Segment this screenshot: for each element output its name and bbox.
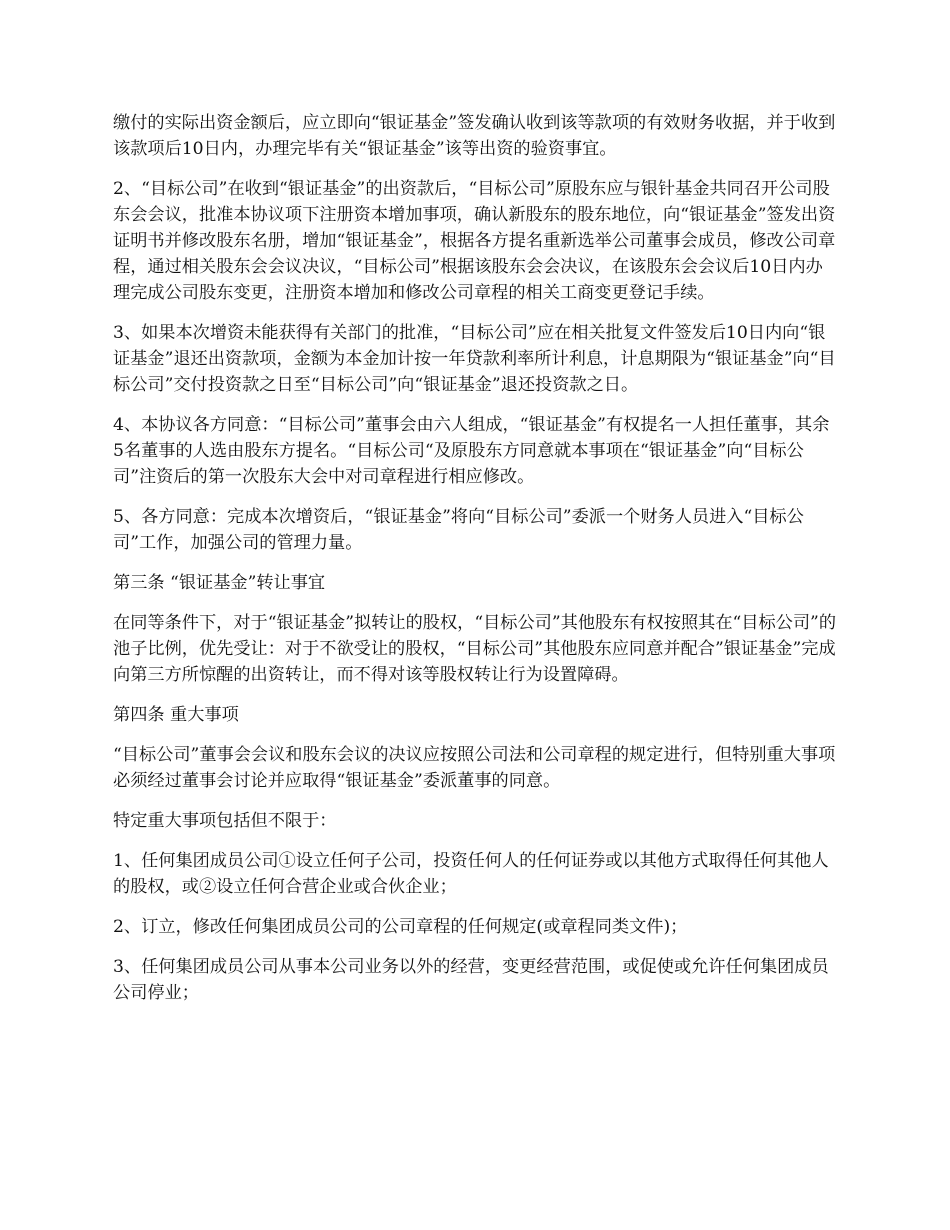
paragraph-item-4-board: 4、本协议各方同意：“目标公司”董事会由六人组成，“银证基金”有权提名一人担任董事，其余5名董事的人选由股东方提名。“目标公司“及原股东方同意就本事项在“银证基金”向“目标公司”注资后的第一次股东大会中对司章程进行相应修改。 <box>113 415 830 487</box>
paragraph-major-matters: “目标公司”董事会会议和股东会议的决议应按照公司法和公司章程的规定进行，但特别重大事项必须经过董事会讨论并应取得“银证基金”委派董事的同意。 <box>113 745 836 791</box>
paragraph-major-item-3: 3、任何集团成员公司从事本公司业务以外的经营，变更经营范围，或促使或允许任何集团成员公司停业； <box>113 957 829 1003</box>
paragraph-item-2-shareholder-meeting: 2、“目标公司”在收到“银证基金”的出资款后，“目标公司”原股东应与银针基金共同召开公司股东会会议，批准本协议项下注册资本增加事项，确认新股东的股东地位，向“银证基金”签发出资证明书并修改股东名册，增加“银证基金”，根据各方提名重新选举公司董事会成员，修改公司章程，通过相关股东会会议决议，“目标公司”根据该股东会会决议，在该股东会会议后10日内办理完成公司股东变更，注册资本增加和修改公司章程的相关工商变更登记手续。 <box>113 179 836 303</box>
paragraph-item-5-finance-staff: 5、各方同意：完成本次增资后，“银证基金”将向“目标公司”委派一个财务人员进入“目标公司”工作，加强公司的管理力量。 <box>113 507 804 553</box>
section-heading-article-4: 第四条 重大事项 <box>113 705 239 725</box>
paragraph-item-3-refund: 3、如果本次增资未能获得有关部门的批准，“目标公司”应在相关批复文件签发后10日内向“银证基金”退还出资款项，金额为本金加计按一年贷款利率所计利息，计息期限为“银证基金”向“目标公司”交付投资款之日至“目标公司”向“银证基金”退还投资款之日。 <box>113 323 836 395</box>
paragraph-payment-receipt: 缴付的实际出资金额后，应立即向“银证基金”签发确认收到该等款项的有效财务收据，并于收到该款项后10日内，办理完毕有关“银证基金”该等出资的验资事宜。 <box>113 113 836 159</box>
paragraph-major-matters-intro: 特定重大事项包括但不限于： <box>113 811 337 831</box>
paragraph-transfer-terms: 在同等条件下，对于“银证基金”拟转让的股权，“目标公司”其他股东有权按照其在“目标公司”的池子比例，优先受让：对于不欲受让的股权，“目标公司”其他股东应同意并配合”银证基金”完成向第三方所惊醒的出资转让，而不得对该等股权转让行为设置障碍。 <box>113 613 837 685</box>
paragraph-major-item-2: 2、订立，修改任何集团成员公司的公司章程的任何规定(或章程同类文件)； <box>113 917 688 937</box>
section-heading-article-3: 第三条 “银证基金”转让事宜 <box>113 573 326 593</box>
paragraph-major-item-1: 1、任何集团成员公司①设立任何子公司，投资任何人的任何证券或以其他方式取得任何其他人的股权，或②设立任何合营企业或合伙企业； <box>113 851 829 897</box>
